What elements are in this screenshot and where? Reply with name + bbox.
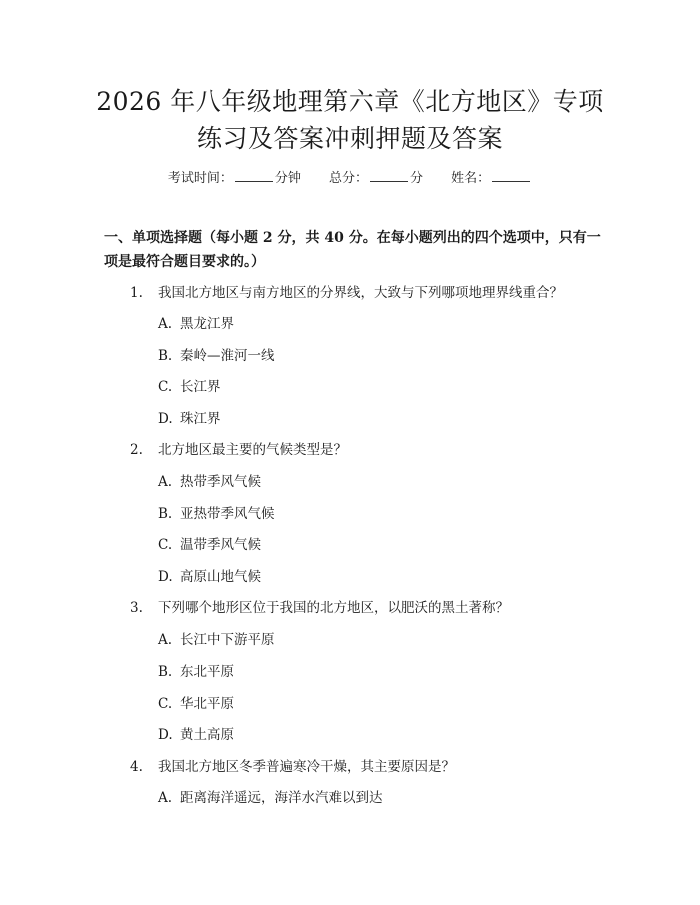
- question-3-option-b: [158, 662, 234, 682]
- section-heading: 一、单项选择题（每小题 2 分，共 40 分。在每小题列出的四个选项中，只有一项是最符合题目要求的。）: [104, 230, 601, 270]
- option-text: 长江界: [180, 379, 221, 395]
- page-title-line-1: 2026 年八年级地理第六章《北方地区》专项: [96, 87, 604, 116]
- option-text: 亚热带季风气候: [180, 506, 275, 522]
- question-text: 下列哪个地形区位于我国的北方地区，以肥沃的黑土著称？: [158, 600, 509, 616]
- question-text: 我国北方地区与南方地区的分界线，大致与下列哪项地理界线重合？: [158, 285, 563, 301]
- question-4: [130, 757, 455, 777]
- question-2: [130, 440, 347, 460]
- question-number: 2.: [130, 442, 143, 458]
- option-letter: B.: [158, 348, 173, 364]
- exam-time-unit: 分钟: [274, 171, 301, 186]
- question-1-option-b: [158, 346, 275, 366]
- option-letter: C.: [158, 696, 173, 712]
- student-name-label: 姓名：: [451, 171, 491, 186]
- question-3-option-d: [158, 725, 234, 745]
- option-letter: B.: [158, 506, 173, 522]
- question-2-option-a: [158, 472, 261, 492]
- option-letter: C.: [158, 379, 173, 395]
- exam-time-blank: [235, 168, 273, 182]
- option-text: 黄土高原: [180, 727, 234, 743]
- option-text: 热带季风气候: [180, 474, 261, 490]
- question-1-option-c: [158, 377, 221, 397]
- total-score-unit: 分: [410, 171, 424, 186]
- option-text: 秦岭—淮河一线: [180, 348, 275, 364]
- student-name-blank: [492, 168, 530, 182]
- option-text: 长江中下游平原: [180, 632, 275, 648]
- option-letter: A.: [158, 316, 173, 332]
- student-name-field: [451, 168, 532, 189]
- question-1-option-a: [158, 314, 234, 334]
- option-text: 黑龙江界: [180, 316, 234, 332]
- page-title-line-2: 练习及答案冲刺押题及答案: [196, 124, 503, 153]
- total-score-field: [329, 168, 423, 189]
- option-letter: A.: [158, 474, 173, 490]
- question-2-option-d: [158, 567, 261, 587]
- option-text: 东北平原: [180, 664, 234, 680]
- total-score-blank: [370, 168, 408, 182]
- option-text: 华北平原: [180, 696, 234, 712]
- option-letter: D.: [158, 569, 173, 585]
- question-3-option-a: [158, 630, 275, 650]
- option-letter: B.: [158, 664, 173, 680]
- option-text: 距离海洋遥远，海洋水汽难以到达: [180, 790, 383, 806]
- question-text: 北方地区最主要的气候类型是？: [158, 442, 347, 458]
- exam-time-field: [168, 168, 301, 189]
- question-1: [130, 283, 563, 303]
- exam-time-label: 考试时间：: [167, 171, 233, 186]
- total-score-label: 总分：: [328, 171, 368, 186]
- question-3-option-c: [158, 694, 234, 714]
- option-letter: A.: [158, 790, 173, 806]
- exam-meta: [0, 168, 700, 189]
- question-2-option-c: [158, 535, 261, 555]
- option-text: 高原山地气候: [180, 569, 261, 585]
- option-text: 温带季风气候: [180, 537, 261, 553]
- question-text: 我国北方地区冬季普遍寒冷干燥，其主要原因是？: [158, 759, 455, 775]
- question-number: 1.: [130, 285, 143, 301]
- option-letter: A.: [158, 632, 173, 648]
- question-number: 4.: [130, 759, 143, 775]
- option-letter: D.: [158, 727, 173, 743]
- question-4-option-a: [158, 788, 383, 808]
- question-1-option-d: [158, 409, 221, 429]
- question-3: [130, 598, 509, 618]
- option-letter: C.: [158, 537, 173, 553]
- question-number: 3.: [130, 600, 143, 616]
- option-text: 珠江界: [180, 411, 221, 427]
- option-letter: D.: [158, 411, 173, 427]
- question-2-option-b: [158, 504, 275, 524]
